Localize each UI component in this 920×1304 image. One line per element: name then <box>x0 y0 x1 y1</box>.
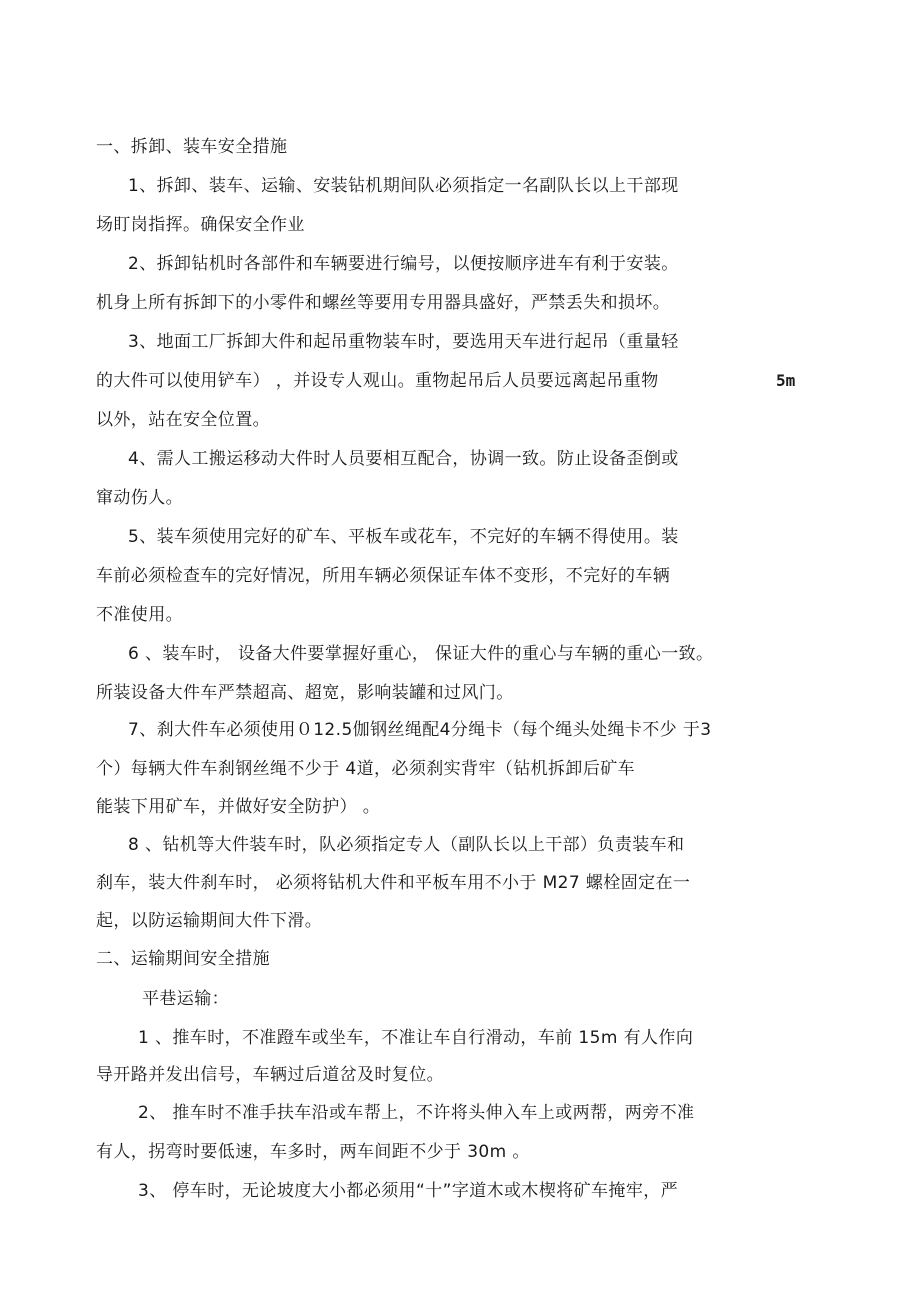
item-5-line-1: 5、装车须使用完好的矿车、平板车或花车，不完好的车辆不得使用。装 <box>128 527 679 547</box>
item-6-line-1: 6 、装车时， 设备大件要掌握好重心， 保证大件的重心与车辆的重心一致。 <box>128 644 714 664</box>
item-3-line-3: 以外，站在安全位置。 <box>96 410 270 430</box>
item-3-distance: 5m <box>776 371 796 390</box>
section-1-heading: 一、拆卸、装车安全措施 <box>96 137 288 157</box>
item-8-line-3: 起，以防运输期间大件下滑。 <box>96 911 323 931</box>
item-1-line-2: 场盯岗指挥。确保安全作业 <box>96 215 305 235</box>
item-8-line-2: 刹车，装大件刹车时， 必须将钻机大件和平板车用不小于 M27 螺栓固定在一 <box>96 873 691 893</box>
transport-item-2-line-1: 2、 推车时不准手扶车沿或车帮上，不许将头伸入车上或两帮，两旁不准 <box>138 1103 695 1123</box>
item-2-line-1: 2、拆卸钻机时各部件和车辆要进行编号，以便按顺序进车有利于安装。 <box>128 254 679 274</box>
item-7-line-3: 能装下用矿车，并做好安全防护） 。 <box>96 797 381 817</box>
item-7-line-2: 个）每辆大件车刹钢丝绳不少于 4道，必须刹实背牢（钻机拆卸后矿车 <box>96 759 636 779</box>
item-3-line-1: 3、地面工厂拆卸大件和起吊重物装车时，要选用天车进行起吊（重量轻 <box>128 332 679 352</box>
transport-item-1-line-1: 1 、推车时，不准蹬车或坐车，不准让车自行滑动，车前 15m 有人作向 <box>138 1028 694 1048</box>
transport-item-1-line-2: 导开路并发出信号，车辆过后道岔及时复位。 <box>96 1065 444 1085</box>
item-3-line-2: 的大件可以使用铲车） ，并设专人观山。重物起吊后人员要远离起吊重物 <box>96 371 659 391</box>
transport-item-2-line-2: 有人，拐弯时要低速，车多时，两车间距不少于 30m 。 <box>96 1142 530 1162</box>
item-6-line-2: 所装设备大件车严禁超高、超宽，影响装罐和过风门。 <box>96 683 514 703</box>
section-2-heading: 二、运输期间安全措施 <box>96 949 270 969</box>
section-2-subheading: 平巷运输： <box>142 989 229 1009</box>
item-2-line-2: 机身上所有拆卸下的小零件和螺丝等要用专用器具盛好，严禁丢失和损坏。 <box>96 293 671 313</box>
item-4-line-2: 窜动伤人。 <box>96 488 183 508</box>
item-4-line-1: 4、需人工搬运移动大件时人员要相互配合，协调一致。防止设备歪倒或 <box>128 449 679 469</box>
item-5-line-2: 车前必须检查车的完好情况，所用车辆必须保证车体不变形，不完好的车辆 <box>96 566 671 586</box>
item-5-line-3: 不准使用。 <box>96 605 183 625</box>
item-8-line-1: 8 、钻机等大件装车时，队必须指定专人（副队长以上干部）负责装车和 <box>128 835 685 855</box>
item-1-line-1: 1、拆卸、装车、运输、安装钻机期间队必须指定一名副队长以上干部现 <box>128 176 679 196</box>
item-7-line-1: 7、刹大件车必须使用０12.5伽钢丝绳配4分绳卡（每个绳头处绳卡不少 于3 <box>128 720 712 740</box>
transport-item-3-line-1: 3、 停车时，无论坡度大小都必须用“十”字道木或木楔将矿车掩牢，严 <box>138 1181 679 1201</box>
